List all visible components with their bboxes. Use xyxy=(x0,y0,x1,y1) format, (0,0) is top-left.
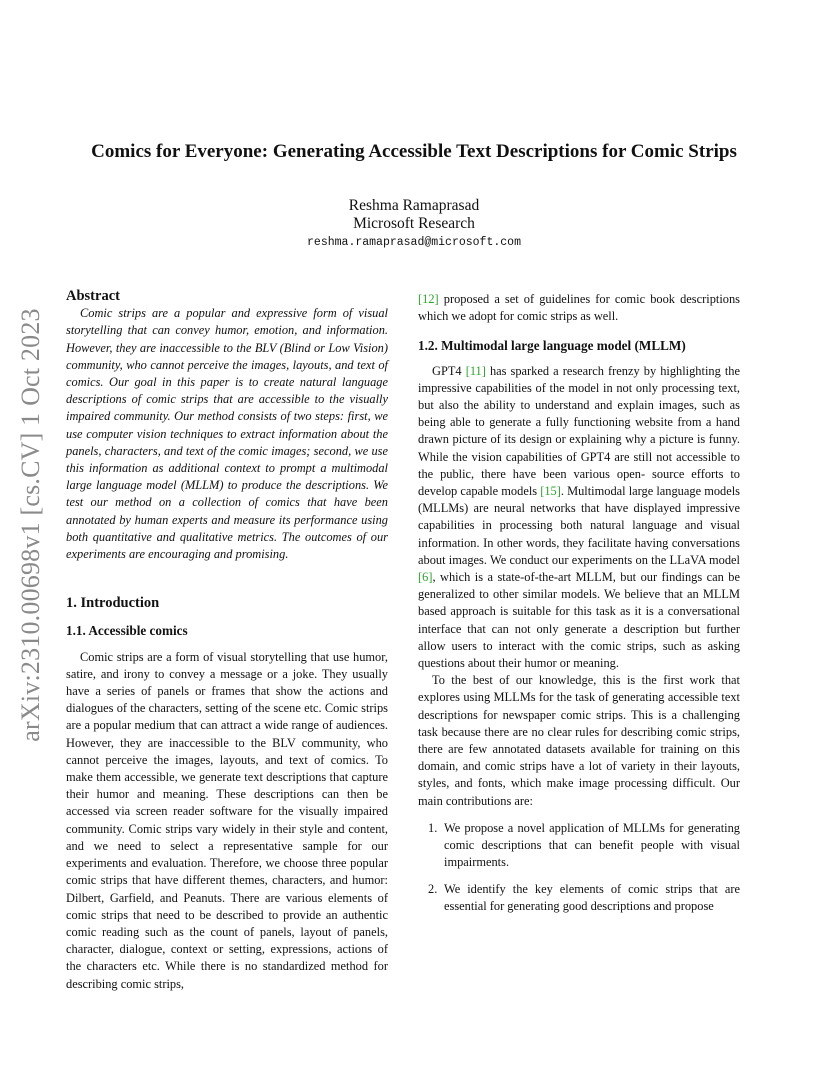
contribution-number: 1. xyxy=(428,820,438,835)
author-name: Reshma Ramaprasad xyxy=(348,197,480,214)
contribution-number: 2. xyxy=(428,881,438,896)
section-heading-introduction: 1. Introduction xyxy=(66,595,160,612)
p2-text-a: GPT4 xyxy=(432,363,462,378)
p2-text-d: , which is a state-of-the-art MLLM, but our findings can be generalized to other similar models. We believe that an MLLM based approach is suitable for this task as it is a conversational interface that can not only generate a description but further allow users to interact with the comic strips, such as asking questions about their humor or meaning. xyxy=(418,570,740,671)
intro-paragraph-1-end: proposed a set of guidelines for comic book descriptions which we adopt for comic strips as well. xyxy=(418,292,740,324)
paper-title: Comics for Everyone: Generating Accessible Text Descriptions for Comic Strips xyxy=(91,141,737,162)
citation-link-12[interactable]: [12] xyxy=(418,292,439,306)
contribution-item xyxy=(418,820,740,872)
citation-link-11[interactable]: [11] xyxy=(465,363,486,378)
intro-paragraph-1: Comic strips are a form of visual storytelling that use humor, satire, and irony to convey a message or a joke. They usually have a series of panels or frames that show the actions and dialogues of the characters, setting of the scene etc. Comic strips are a popular medium that can attract a wide range of audiences. However, they are inaccessible to the BLV community, who cannot perceive the images, layouts, and text of comics. To make them accessible, we generate text descriptions that capture their humor and meaning. These descriptions can then be accessed via screen reader software for the visually impaired community. Comic strips vary widely in their style and content, and we need to select a representative sample for our experiments and evaluation. Therefore, we choose three popular comic strips that have different themes, characters, and humor: Dilbert, Garfield, and Peanuts. There are various elements of comic strips that need to be described to provide an authentic comic reading such as the count of panels, layout of panels, character, dialogue, context or setting, expressions, actions of the characters etc. While there is no standardized method for describing comic strips, xyxy=(66,649,388,991)
intro-paragraph-2 xyxy=(418,363,740,673)
abstract-text: Comic strips are a popular and expressive form of visual storytelling that can convey humor, emotion, and information. However, they are inaccessible to the BLV (Blind or Low Vision) community, who cannot perceive the images, layouts, and text of comics. Our goal in this paper is to create natural language descriptions of comic strips that are accessible to the visually impaired community. Our method consists of two steps: first, we use computer vision techniques to extract information about the panels, characters, and text of the comic images; second, we use this information as additional context to prompt a multimodal large language model (MLLM) to produce the descriptions. We test our method on a collection of comics that have been annotated by human experts and measure its performance using both quantitative and qualitative metrics. The outcomes of our experiments are encouraging and promising. xyxy=(66,306,388,562)
citation-link-6[interactable]: [6] xyxy=(418,570,433,585)
subsection-heading-mllm: 1.2. Multimodal large language model (MLLM) xyxy=(418,338,686,354)
left-column xyxy=(66,288,388,993)
author-affiliation: Microsoft Research xyxy=(353,215,475,232)
intro-paragraph-1-continued xyxy=(418,291,740,325)
p2-text-c: . Multimodal large language models (MLLMs) are neural networks that have displayed impressive capabilities in processing both natural language and visual information. In other words, they facilitate having conversations about images. We conduct our experiments on the LLaVA model xyxy=(418,484,740,567)
abstract-heading: Abstract xyxy=(66,288,120,304)
contributions-list xyxy=(418,820,740,915)
p2-text-b: has sparked a research frenzy by highlighting the impressive capabilities of the model in not only processing text, but also the ability to understand and explain images, such as being able to generate a fully functioning website from a hand drawn picture of its design or explaining why a picture is funny. While the vision capabilities of GPT4 are still not accessible to the public, there have been various open- source efforts to develop capable models xyxy=(418,363,740,499)
right-column xyxy=(418,291,740,915)
contribution-item xyxy=(418,881,740,915)
contribution-text: We propose a novel application of MLLMs for generating comic descriptions that can benefit people with visual impairments. xyxy=(444,820,740,870)
arxiv-identifier-text: arXiv:2310.00698v1 [cs.CV] 1 Oct 2023 xyxy=(16,308,45,742)
subsection-heading-accessible-comics: 1.1. Accessible comics xyxy=(66,623,188,639)
citation-link-15[interactable]: [15] xyxy=(540,484,561,499)
author-email: reshma.ramaprasad@microsoft.com xyxy=(307,236,521,249)
arxiv-identifier xyxy=(10,295,52,755)
intro-paragraph-3: To the best of our knowledge, this is the first work that explores using MLLMs for the task of generating accessible text descriptions for newspaper comic strips. This is a challenging task because there are no clear rules for describing comic strips, there are few annotated datasets available for training on this domain, and comic strips have a lot of variety in their layouts, styles, and fonts, which make image processing difficult. Our main contributions are: xyxy=(418,673,740,808)
contribution-text: We identify the key elements of comic strips that are essential for generating good descriptions and propose xyxy=(444,881,740,913)
